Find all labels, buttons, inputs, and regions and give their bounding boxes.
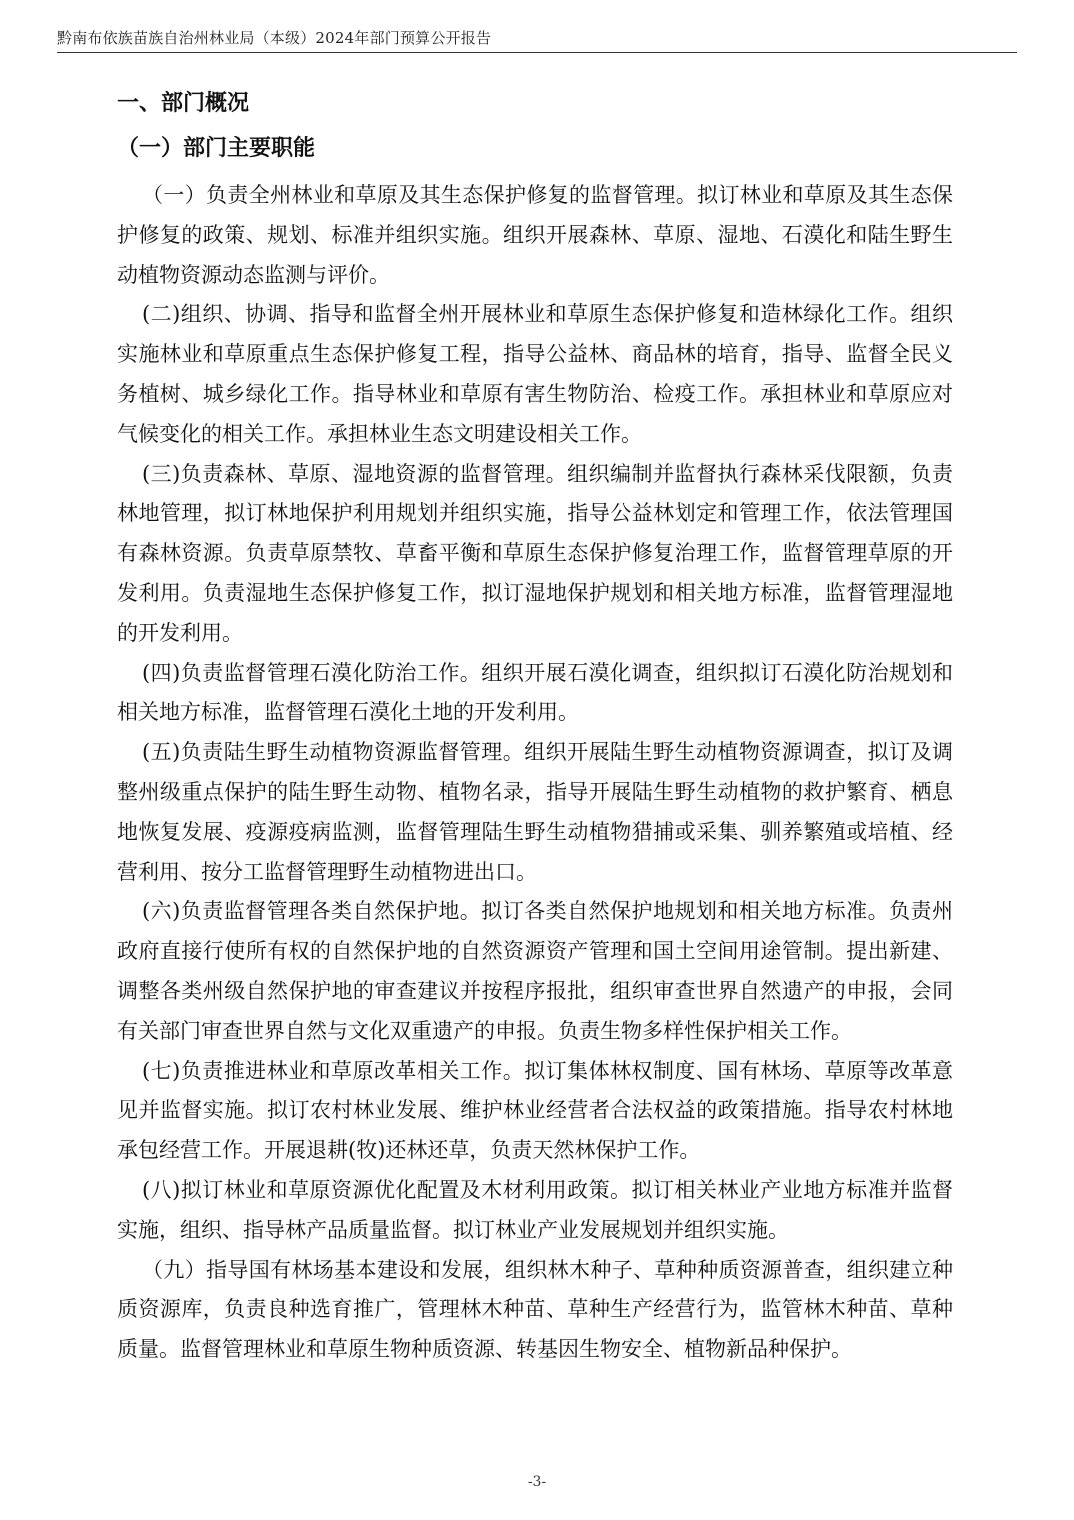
paragraph-duty-3: (三)负责森林、草原、湿地资源的监督管理。组织编制并监督执行森林采伐限额，负责林地管理，拟订林地保护利用规划并组织实施，指导公益林划定和管理工作，依法管理国有森林资源。负责草原禁牧、草畜平衡和草原生态保护修复治理工作，监督管理草原的开发利用。负责湿地生态保护修复工作，拟订湿地保护规划和相关地方标准，监督管理湿地的开发利用。 (117, 461, 953, 645)
paragraph-duty-8: (八)拟订林业和草原资源优化配置及木材利用政策。拟订相关林业产业地方标准并监督实施，组织、指导林产品质量监督。拟订林业产业发展规划并组织实施。 (117, 1177, 953, 1242)
paragraph-duty-9: （九）指导国有林场基本建设和发展，组织林木种子、草种种质资源普查，组织建立种质资源库，负责良种选育推广，管理林木种苗、草种生产经营行为，监管林木种苗、草种质量。监督管理林业和草原生物种质资源、转基因生物安全、植物新品种保护。 (117, 1257, 953, 1362)
page-number: -3- (527, 1474, 547, 1490)
paragraph-duty-5: (五)负责陆生野生动植物资源监督管理。组织开展陆生野生动植物资源调查，拟订及调整州级重点保护的陆生野生动物、植物名录，指导开展陆生野生动植物的救护繁育、栖息地恢复发展、疫源疫病监测，监督管理陆生野生动植物猎捕或采集、驯养繁殖或培植、经营利用、按分工监督管理野生动植物进出口。 (117, 740, 953, 884)
paragraph-duty-1: （一）负责全州林业和草原及其生态保护修复的监督管理。拟订林业和草原及其生态保护修复的政策、规划、标准并组织实施。组织开展森林、草原、湿地、石漠化和陆生野生动植物资源动态监测与评价。 (117, 183, 953, 287)
section-heading: 一、部门概况 (117, 91, 250, 116)
paragraph-duty-7: (七)负责推进林业和草原改革相关工作。拟订集体林权制度、国有林场、草原等改革意见并监督实施。拟订农村林业发展、维护林业经营者合法权益的政策措施。指导农村林地承包经营工作。开展退耕(牧)还林还草，负责天然林保护工作。 (117, 1058, 953, 1163)
header-divider (57, 52, 1017, 53)
sub-heading: （一）部门主要职能 (117, 136, 316, 161)
running-header-title: 黔南布依族苗族自治州林业局（本级）2024年部门预算公开报告 (57, 29, 492, 47)
paragraph-duty-4: (四)负责监督管理石漠化防治工作。组织开展石漠化调查，组织拟订石漠化防治规划和相关地方标准，监督管理石漠化土地的开发利用。 (117, 660, 953, 725)
paragraph-duty-2: (二)组织、协调、指导和监督全州开展林业和草原生态保护修复和造林绿化工作。组织实施林业和草原重点生态保护修复工程，指导公益林、商品林的培育，指导、监督全民义务植树、城乡绿化工作。指导林业和草原有害生物防治、检疫工作。承担林业和草原应对气候变化的相关工作。承担林业生态文明建设相关工作。 (117, 302, 953, 446)
body-text (117, 176, 953, 1370)
paragraph-duty-6: (六)负责监督管理各类自然保护地。拟订各类自然保护地规划和相关地方标准。负责州政府直接行使所有权的自然保护地的自然资源资产管理和国土空间用途管制。提出新建、调整各类州级自然保护地的审查建议并按程序报批，组织审查世界自然遗产的申报，会同有关部门审查世界自然与文化双重遗产的申报。负责生物多样性保护相关工作。 (117, 899, 953, 1043)
